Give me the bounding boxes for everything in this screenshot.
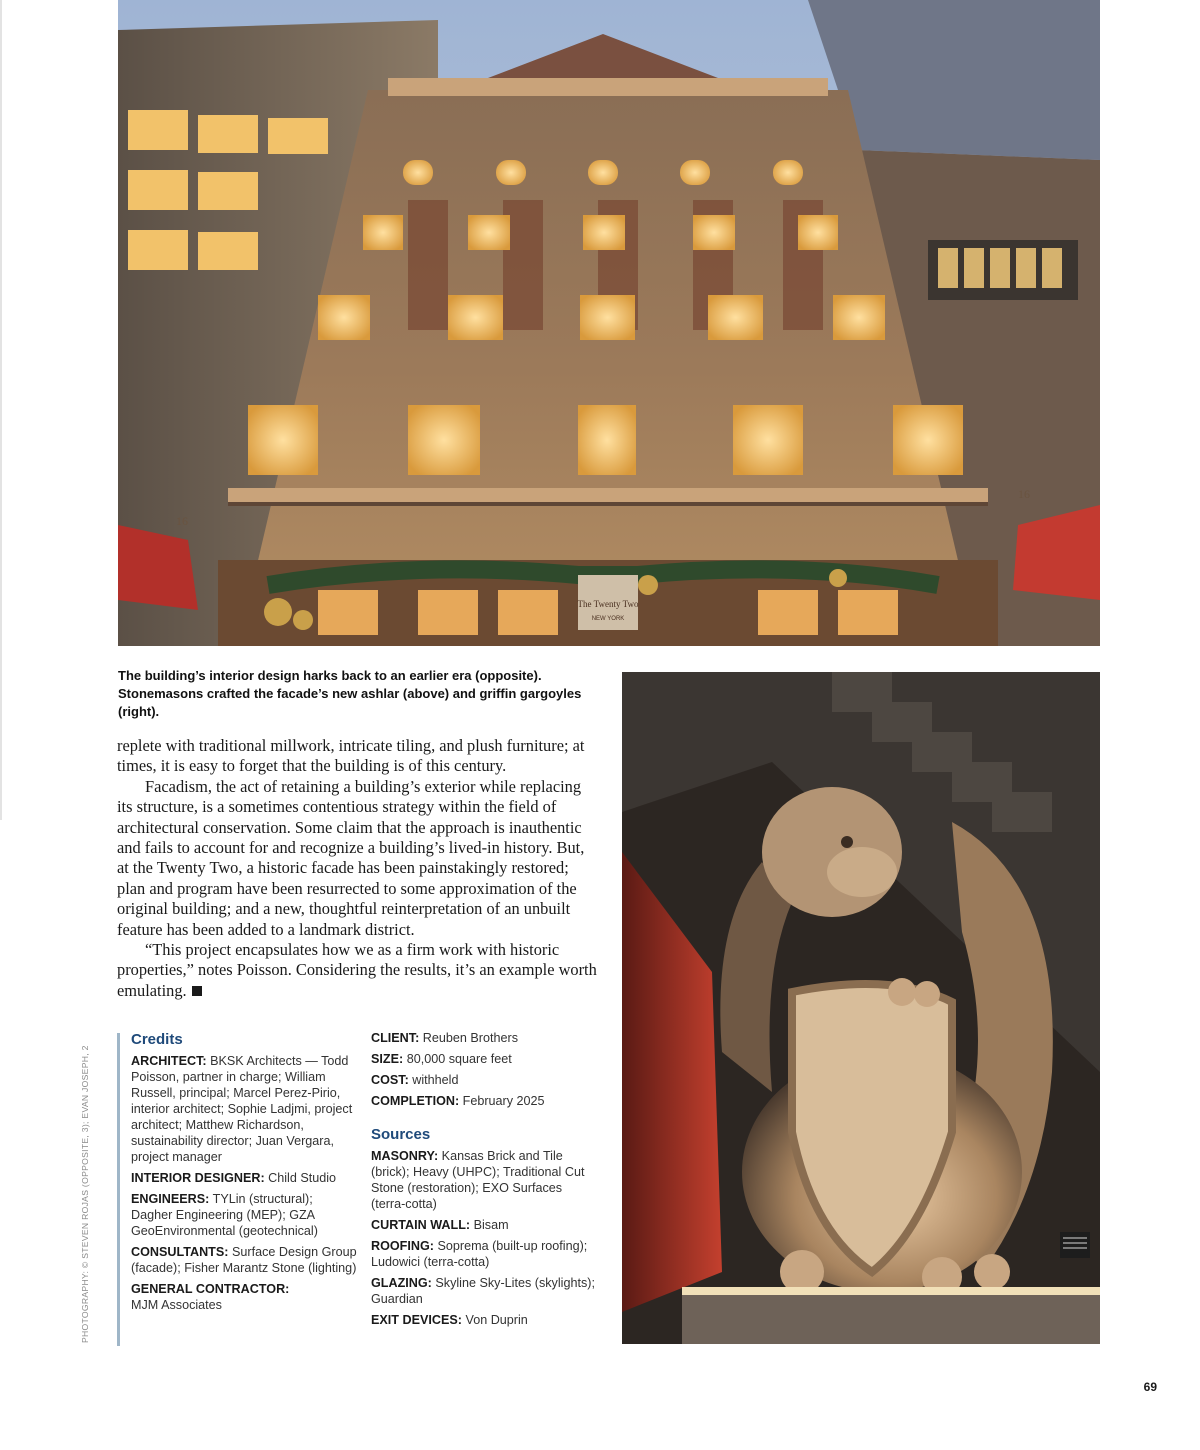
body-paragraph-1: replete with traditional millwork, intricate tiling, and plush furniture; at times, it is easy to forget that the building is of this century. <box>117 736 585 776</box>
source-label: ROOFING: <box>371 1239 434 1253</box>
credit-value: Reuben Brothers <box>422 1031 518 1045</box>
sources-heading: Sources <box>371 1126 431 1143</box>
body-paragraph-3 <box>117 940 599 1001</box>
page-edge-rule <box>0 0 2 820</box>
source-value: Von Duprin <box>465 1313 528 1327</box>
credit-value: TYLin (structural); Dagher Engineering (MEP); GZA GeoEnvironmental (geotechnical) <box>131 1192 318 1238</box>
source-label: GLAZING: <box>371 1276 432 1290</box>
source-value: Skyline Sky-Lites (skylights); Guardian <box>371 1276 595 1306</box>
credits-rule <box>117 1033 120 1346</box>
hotel-sign-subtext: NEW YORK <box>591 616 625 622</box>
credit-engineers <box>131 1191 357 1239</box>
credit-value: MJM Associates <box>131 1298 222 1312</box>
credit-label: SIZE: <box>371 1052 404 1066</box>
credit-label: ENGINEERS: <box>131 1192 210 1206</box>
credit-label: ARCHITECT: <box>131 1054 207 1068</box>
facade-photo <box>118 0 1100 646</box>
credits-column-1 <box>131 1030 357 1318</box>
credit-label: GENERAL CONTRACTOR: <box>131 1282 290 1296</box>
page-number: 69 <box>1143 1380 1157 1394</box>
gargoyle-photo <box>622 672 1100 1344</box>
address-number-right: 16 <box>1018 487 1030 501</box>
credit-size <box>371 1051 599 1067</box>
source-value: Bisam <box>473 1218 509 1232</box>
credits-column-2 <box>371 1030 599 1333</box>
credit-value: Surface Design Group (facade); Fisher Marantz Stone (lighting) <box>131 1245 357 1275</box>
address-number-left: 16 <box>176 514 188 528</box>
source-label: EXIT DEVICES: <box>371 1313 462 1327</box>
credit-client <box>371 1030 599 1046</box>
hotel-sign-text: The Twenty Two <box>577 599 639 609</box>
source-curtain-wall <box>371 1217 599 1233</box>
photo-caption: The building’s interior design harks back to an earlier era (opposite). Stonemasons crafted the facade’s new ashlar (above) and griffin gargoyles (right). <box>118 668 582 719</box>
credit-value: 80,000 square feet <box>406 1052 512 1066</box>
credit-label: CONSULTANTS: <box>131 1245 229 1259</box>
credit-consultants <box>131 1244 357 1276</box>
credit-label: COST: <box>371 1073 409 1087</box>
source-roofing <box>371 1238 599 1270</box>
article-body <box>117 736 599 1001</box>
credit-general-contractor <box>131 1281 357 1313</box>
credit-label: COMPLETION: <box>371 1094 460 1108</box>
credit-value: withheld <box>412 1073 459 1087</box>
credits-heading: Credits <box>131 1031 183 1048</box>
source-label: CURTAIN WALL: <box>371 1218 471 1232</box>
source-masonry <box>371 1148 599 1212</box>
credit-value: Child Studio <box>268 1171 337 1185</box>
building-facade-illustration <box>118 0 1100 646</box>
source-value: Kansas Brick and Tile (brick); Heavy (UHPC); Traditional Cut Stone (restoration); EXO Surfaces (terra-cotta) <box>371 1149 585 1211</box>
credit-value: BKSK Architects — Todd Poisson, partner in charge; William Russell, principal; Marcel Perez-Pirio, interior architect; Sophie Ladjmi, project architect; Matthew Richardson, sustainability director; Juan Vergara, project manager <box>131 1054 353 1164</box>
body-paragraph-3-text: “This project encapsulates how we as a firm work with historic properties,” notes Poisson. Considering the results, it’s an example worth emulating. <box>117 940 597 1000</box>
source-label: MASONRY: <box>371 1149 439 1163</box>
credit-architect <box>131 1053 357 1165</box>
end-mark-icon <box>192 986 202 996</box>
source-glazing <box>371 1275 599 1307</box>
credit-value: February 2025 <box>462 1094 545 1108</box>
credit-label: CLIENT: <box>371 1031 420 1045</box>
source-value: Soprema (built-up roofing); Ludowici (terra-cotta) <box>371 1239 588 1269</box>
body-paragraph-2: Facadism, the act of retaining a building’s exterior while replacing its structure, is a sometimes contentious strategy within the field of architectural conservation. Some claim that the approach is inauthentic and fails to account for and recognize a building’s lived-in history. But, at the Twenty Two, a historic facade has been painstakingly restored; plan and program have been resurrected to some approximation of the original building; and a new, thoughtful reinterpretation of an unbuilt feature has been added to a landmark district. <box>117 776 585 939</box>
credit-label: INTERIOR DESIGNER: <box>131 1171 265 1185</box>
credit-interior-designer <box>131 1170 357 1186</box>
credit-completion <box>371 1093 599 1109</box>
photo-credit: PHOTOGRAPHY: © STEVEN ROJAS (OPPOSITE, 3); EVAN JOSEPH, 2 <box>80 1045 90 1343</box>
credit-cost <box>371 1072 599 1088</box>
griffin-gargoyle-illustration <box>622 672 1100 1344</box>
source-exit-devices <box>371 1312 599 1328</box>
